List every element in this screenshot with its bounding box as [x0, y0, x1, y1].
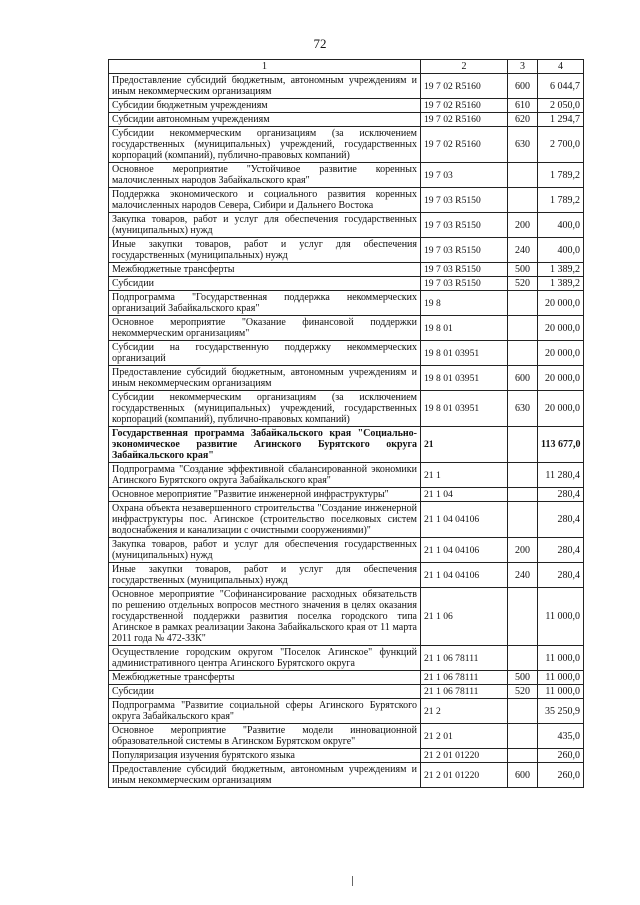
table-row — [109, 463, 584, 488]
table-row — [109, 99, 584, 113]
row-code-cell: 21 1 06 78111 — [421, 646, 508, 671]
row-code-cell: 19 8 01 03951 — [421, 341, 508, 366]
table-row — [109, 127, 584, 163]
row-amount-cell: 11 000,0 — [538, 685, 584, 699]
row-code-cell: 21 1 06 78111 — [421, 685, 508, 699]
table-row — [109, 263, 584, 277]
row-type-cell — [508, 463, 538, 488]
row-type-cell: 600 — [508, 366, 538, 391]
scan-mark — [352, 876, 353, 886]
row-type-cell — [508, 427, 538, 463]
row-amount-cell: 1 789,2 — [538, 163, 584, 188]
row-name-cell: Охрана объекта незавершенного строительства "Создание инженерной инфраструктуры пос. Агинское (строительство поселковых систем водоснабжения и канализации с очистными сооружениями)" — [109, 502, 421, 538]
row-type-cell: 500 — [508, 263, 538, 277]
row-type-cell: 600 — [508, 763, 538, 788]
page-number: 72 — [313, 36, 327, 51]
row-type-cell: 520 — [508, 685, 538, 699]
row-type-cell — [508, 588, 538, 646]
row-amount-cell: 20 000,0 — [538, 366, 584, 391]
row-amount-cell: 280,4 — [538, 488, 584, 502]
row-type-cell — [508, 316, 538, 341]
table-header-row — [109, 60, 584, 74]
row-name-cell: Межбюджетные трансферты — [109, 263, 421, 277]
row-code-cell: 21 1 — [421, 463, 508, 488]
table-row — [109, 341, 584, 366]
row-type-cell — [508, 699, 538, 724]
row-code-cell: 19 7 03 R5150 — [421, 213, 508, 238]
row-name-cell: Субсидии некоммерческим организациям (за исключением государственных (муниципальных) учреждений, государственных корпораций (компаний), публично-правовых компаний) — [109, 127, 421, 163]
row-amount-cell: 435,0 — [538, 724, 584, 749]
row-amount-cell: 400,0 — [538, 238, 584, 263]
row-code-cell: 19 7 03 R5150 — [421, 188, 508, 213]
row-name-cell: Подпрограмма "Развитие социальной сферы Агинского Бурятского округа Забайкальского края" — [109, 699, 421, 724]
row-code-cell: 21 1 04 04106 — [421, 538, 508, 563]
row-amount-cell: 1 294,7 — [538, 113, 584, 127]
table-row — [109, 563, 584, 588]
table-row — [109, 538, 584, 563]
table-row — [109, 213, 584, 238]
table-row — [109, 685, 584, 699]
row-code-cell: 19 7 03 R5150 — [421, 277, 508, 291]
row-amount-cell: 6 044,7 — [538, 74, 584, 99]
table-row — [109, 502, 584, 538]
row-amount-cell: 280,4 — [538, 502, 584, 538]
row-amount-cell: 20 000,0 — [538, 291, 584, 316]
column-header: 1 — [109, 60, 421, 74]
row-type-cell: 200 — [508, 213, 538, 238]
row-code-cell: 19 7 02 R5160 — [421, 99, 508, 113]
table-row — [109, 724, 584, 749]
row-code-cell: 19 7 03 R5150 — [421, 238, 508, 263]
row-type-cell: 500 — [508, 671, 538, 685]
row-amount-cell: 400,0 — [538, 213, 584, 238]
table-row — [109, 74, 584, 99]
row-type-cell: 630 — [508, 391, 538, 427]
table-row — [109, 699, 584, 724]
row-name-cell: Иные закупки товаров, работ и услуг для обеспечения государственных (муниципальных) нужд — [109, 563, 421, 588]
row-name-cell: Субсидии бюджетным учреждениям — [109, 99, 421, 113]
row-amount-cell: 11 000,0 — [538, 671, 584, 685]
column-header: 2 — [421, 60, 508, 74]
table-row — [109, 646, 584, 671]
row-name-cell: Закупка товаров, работ и услуг для обеспечения государственных (муниципальных) нужд — [109, 538, 421, 563]
row-amount-cell: 260,0 — [538, 749, 584, 763]
row-type-cell — [508, 163, 538, 188]
table-row — [109, 316, 584, 341]
table-row — [109, 391, 584, 427]
row-name-cell: Основное мероприятие "Оказание финансовой поддержки некоммерческим организациям" — [109, 316, 421, 341]
row-type-cell: 600 — [508, 74, 538, 99]
row-amount-cell: 20 000,0 — [538, 316, 584, 341]
row-amount-cell: 35 250,9 — [538, 699, 584, 724]
budget-table — [108, 59, 584, 788]
table-row — [109, 291, 584, 316]
row-name-cell: Субсидии — [109, 277, 421, 291]
row-amount-cell: 280,4 — [538, 538, 584, 563]
table-row — [109, 113, 584, 127]
row-name-cell: Основное мероприятие "Устойчивое развитие коренных малочисленных народов Забайкальского края" — [109, 163, 421, 188]
row-name-cell: Субсидии автономным учреждениям — [109, 113, 421, 127]
table-row — [109, 238, 584, 263]
row-amount-cell: 260,0 — [538, 763, 584, 788]
row-type-cell: 620 — [508, 113, 538, 127]
row-code-cell: 21 2 01 01220 — [421, 763, 508, 788]
table-row — [109, 749, 584, 763]
row-amount-cell: 1 789,2 — [538, 188, 584, 213]
row-amount-cell: 1 389,2 — [538, 263, 584, 277]
row-name-cell: Основное мероприятие "Развитие инженерной инфраструктуры" — [109, 488, 421, 502]
row-type-cell: 200 — [508, 538, 538, 563]
table-row — [109, 488, 584, 502]
row-type-cell — [508, 502, 538, 538]
row-name-cell: Субсидии на государственную поддержку некоммерческих организаций — [109, 341, 421, 366]
row-name-cell: Предоставление субсидий бюджетным, автономным учреждениям и иным некоммерческим организациям — [109, 763, 421, 788]
row-code-cell: 19 7 02 R5160 — [421, 127, 508, 163]
row-name-cell: Закупка товаров, работ и услуг для обеспечения государственных (муниципальных) нужд — [109, 213, 421, 238]
row-code-cell: 19 8 01 03951 — [421, 391, 508, 427]
row-code-cell: 21 — [421, 427, 508, 463]
table-row — [109, 163, 584, 188]
row-name-cell: Основное мероприятие "Развитие модели инновационной образовательной системы в Агинском Бурятском округе" — [109, 724, 421, 749]
column-header: 3 — [508, 60, 538, 74]
row-amount-cell: 11 280,4 — [538, 463, 584, 488]
table-row — [109, 188, 584, 213]
row-type-cell — [508, 488, 538, 502]
row-code-cell: 21 1 04 04106 — [421, 563, 508, 588]
table-row — [109, 366, 584, 391]
row-code-cell: 19 7 02 R5160 — [421, 74, 508, 99]
row-name-cell: Государственная программа Забайкальского края "Социально-экономическое развитие Агинского Бурятского округа Забайкальского края" — [109, 427, 421, 463]
row-amount-cell: 2 050,0 — [538, 99, 584, 113]
row-name-cell: Предоставление субсидий бюджетным, автономным учреждениям и иным некоммерческим организациям — [109, 74, 421, 99]
row-name-cell: Подпрограмма "Создание эффективной сбалансированной экономики Агинского Бурятского округа Забайкальского края" — [109, 463, 421, 488]
row-type-cell — [508, 749, 538, 763]
row-code-cell: 19 8 01 03951 — [421, 366, 508, 391]
row-name-cell: Осуществление городским округом "Поселок Агинское" функций административного центра Агинского Бурятского округа — [109, 646, 421, 671]
row-amount-cell: 280,4 — [538, 563, 584, 588]
row-amount-cell: 20 000,0 — [538, 391, 584, 427]
row-code-cell: 21 1 06 78111 — [421, 671, 508, 685]
row-code-cell: 19 7 03 R5150 — [421, 263, 508, 277]
row-name-cell: Поддержка экономического и социального развития коренных малочисленных народов Севера, Сибири и Дальнего Востока — [109, 188, 421, 213]
row-amount-cell: 2 700,0 — [538, 127, 584, 163]
table-row — [109, 427, 584, 463]
table-row — [109, 277, 584, 291]
row-type-cell: 240 — [508, 563, 538, 588]
row-code-cell: 21 1 04 — [421, 488, 508, 502]
row-amount-cell: 11 000,0 — [538, 588, 584, 646]
row-name-cell: Основное мероприятие "Софинансирование расходных обязательств по решению отдельных вопросов местного значения в целях оказания государственной поддержки развития поселка городского типа Агинское в рамках реализации Закона Забайкальского края от 11 марта 2011 года № 472-ЗЗК" — [109, 588, 421, 646]
row-code-cell: 21 2 01 01220 — [421, 749, 508, 763]
row-amount-cell: 11 000,0 — [538, 646, 584, 671]
row-name-cell: Субсидии — [109, 685, 421, 699]
row-type-cell — [508, 646, 538, 671]
row-name-cell: Межбюджетные трансферты — [109, 671, 421, 685]
row-name-cell: Субсидии некоммерческим организациям (за исключением государственных (муниципальных) учреждений, государственных корпораций (компаний), публично-правовых компаний) — [109, 391, 421, 427]
table-row — [109, 671, 584, 685]
row-name-cell: Подпрограмма "Государственная поддержка некоммерческих организаций Забайкальского края" — [109, 291, 421, 316]
table-body — [109, 74, 584, 788]
row-code-cell: 21 2 — [421, 699, 508, 724]
row-code-cell: 21 1 06 — [421, 588, 508, 646]
row-code-cell: 21 2 01 — [421, 724, 508, 749]
row-amount-cell: 113 677,0 — [538, 427, 584, 463]
row-amount-cell: 1 389,2 — [538, 277, 584, 291]
row-type-cell: 240 — [508, 238, 538, 263]
table-row — [109, 763, 584, 788]
table-row — [109, 588, 584, 646]
row-name-cell: Предоставление субсидий бюджетным, автономным учреждениям и иным некоммерческим организациям — [109, 366, 421, 391]
row-type-cell — [508, 724, 538, 749]
row-type-cell: 610 — [508, 99, 538, 113]
row-code-cell: 21 1 04 04106 — [421, 502, 508, 538]
row-type-cell — [508, 341, 538, 366]
row-name-cell: Иные закупки товаров, работ и услуг для обеспечения государственных (муниципальных) нужд — [109, 238, 421, 263]
row-type-cell: 520 — [508, 277, 538, 291]
row-code-cell: 19 7 03 — [421, 163, 508, 188]
row-type-cell: 630 — [508, 127, 538, 163]
column-header: 4 — [538, 60, 584, 74]
row-type-cell — [508, 188, 538, 213]
row-amount-cell: 20 000,0 — [538, 341, 584, 366]
row-type-cell — [508, 291, 538, 316]
row-code-cell: 19 7 02 R5160 — [421, 113, 508, 127]
row-code-cell: 19 8 — [421, 291, 508, 316]
row-name-cell: Популяризация изучения бурятского языка — [109, 749, 421, 763]
row-code-cell: 19 8 01 — [421, 316, 508, 341]
